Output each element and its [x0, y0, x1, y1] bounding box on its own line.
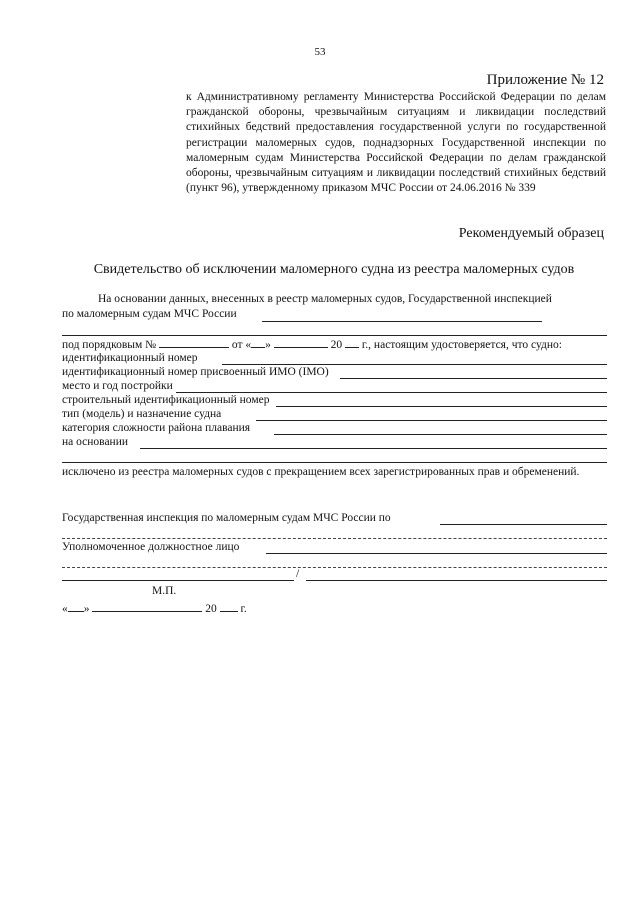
inspection-field-line-2[interactable]	[62, 538, 607, 539]
field-building-id-line[interactable]	[276, 406, 607, 407]
field-type-model-label: тип (модель) и назначение судна	[62, 408, 222, 420]
field-category	[62, 422, 607, 434]
serial-from: от «	[231, 339, 252, 351]
field-basis	[62, 436, 607, 448]
field-category-line[interactable]	[274, 434, 607, 435]
field-category-label: категория сложности района плавания	[62, 422, 251, 434]
field-building-id-label: строительный идентификационный номер	[62, 394, 270, 406]
serial-number-field[interactable]	[159, 337, 229, 348]
date-close: »	[83, 603, 90, 615]
serial-quote-close: »	[265, 339, 271, 351]
intro-line-2: по маломерным судам МЧС России	[62, 308, 237, 320]
basis-line-2[interactable]	[62, 462, 607, 463]
field-place-year-line[interactable]	[176, 392, 607, 393]
date-month-field[interactable]	[92, 601, 202, 612]
field-basis-line[interactable]	[140, 448, 607, 449]
inspection-field-line[interactable]	[440, 524, 607, 525]
stamp-label: М.П.	[152, 585, 177, 597]
field-imo-number-line[interactable]	[340, 378, 607, 379]
field-id-number	[62, 352, 607, 364]
page-number: 53	[314, 46, 326, 58]
serial-prefix: под порядковым №	[62, 339, 157, 351]
field-imo-number-label: идентификационный номер присвоенный ИМО (IMO)	[62, 366, 329, 378]
official-label: Уполномоченное должностное лицо	[62, 541, 240, 553]
field-building-id	[62, 394, 607, 406]
official-field-line-2[interactable]	[62, 567, 607, 568]
appendix-title: Приложение № 12	[486, 72, 604, 88]
serial-suffix: г., настоящим удостоверяется, что судно:	[361, 339, 562, 351]
serial-year-field[interactable]	[345, 337, 359, 348]
date-year: 20	[205, 603, 217, 615]
field-place-year	[62, 380, 607, 392]
inspection-label: Государственная инспекция по маломерным судам МЧС России по	[62, 512, 391, 524]
field-type-model	[62, 408, 607, 420]
official-field-line[interactable]	[266, 553, 607, 554]
inspection-name-line-2[interactable]	[62, 335, 607, 336]
field-basis-label: на основании	[62, 436, 129, 448]
serial-year: 20	[330, 339, 343, 351]
date-day-field[interactable]	[68, 601, 84, 612]
excluded-text: исключено из реестра маломерных судов с прекращением всех зарегистрированных прав и обременений.	[62, 466, 580, 478]
sample-label: Рекомендуемый образец	[458, 226, 604, 241]
field-id-number-label: идентификационный номер	[62, 352, 198, 364]
date-row	[62, 601, 247, 615]
serial-day-field[interactable]	[251, 337, 265, 348]
serial-row	[62, 337, 607, 351]
date-open: «	[62, 603, 68, 615]
signature-slash: /	[296, 568, 300, 580]
document-title: Свидетельство об исключении маломерного судна из реестра маломерных судов	[93, 262, 575, 277]
name-line[interactable]	[306, 580, 607, 581]
field-imo-number	[62, 366, 607, 378]
field-id-number-line[interactable]	[222, 364, 607, 365]
signature-line[interactable]	[62, 580, 294, 581]
field-place-year-label: место и год постройки	[62, 380, 173, 392]
field-type-model-line[interactable]	[256, 420, 607, 421]
date-suffix: г.	[240, 603, 247, 615]
intro-line-1: На основании данных, внесенных в реестр маломерных судов, Государственной инспекцией	[98, 293, 552, 305]
date-year-field[interactable]	[220, 601, 238, 612]
appendix-text: к Административному регламенту Министерства Российской Федерации по делам гражданской обороны, чрезвычайным ситуациям и ликвидации последствий стихийных бедствий предоставления государственной услуги по государственной регистрации маломерных судов, поднадзорных Государственной инспекции по маломерным судам Министерства Российской Федерации по делам гражданской обороны, чрезвычайным ситуациям и ликвидации последствий стихийных бедствий (пункт 96), утвержденному приказом МЧС России от 24.06.2016 № 339	[186, 91, 606, 195]
serial-month-field[interactable]	[274, 337, 328, 348]
inspection-name-line[interactable]	[262, 321, 542, 322]
